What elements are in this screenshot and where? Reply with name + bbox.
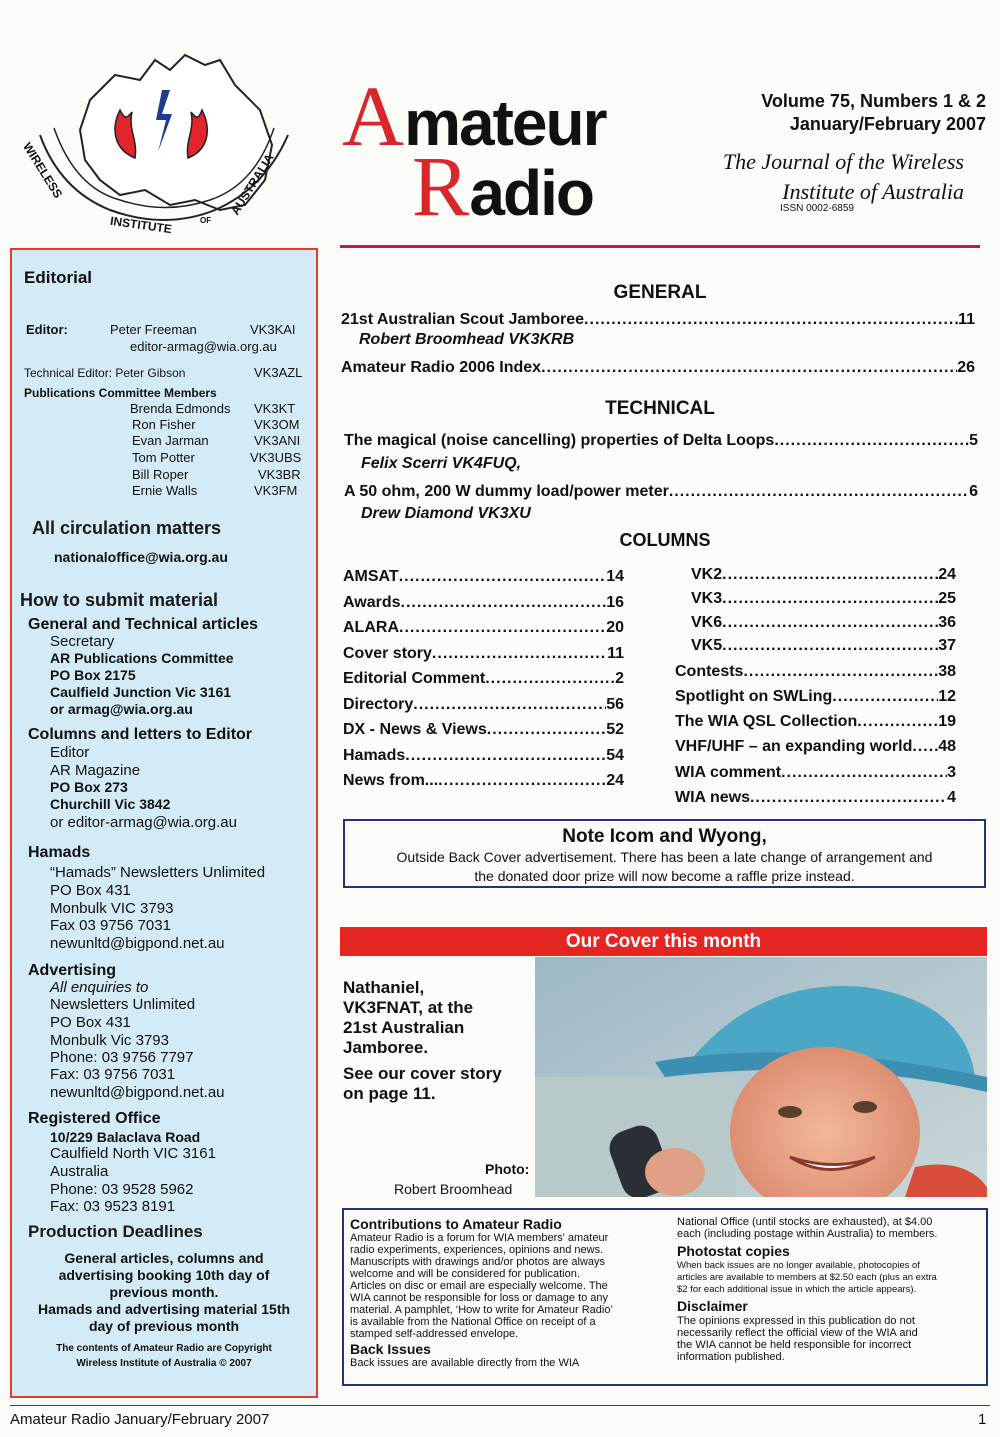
- toc-entry[interactable]: [675, 713, 956, 731]
- toc-entry[interactable]: [691, 614, 956, 632]
- general-section-heading: GENERAL: [613, 282, 707, 303]
- toc-leader: [857, 713, 938, 731]
- submit-heading: How to submit material: [20, 590, 219, 610]
- toc-entry[interactable]: [675, 789, 956, 807]
- note-line: the donated door prize will now become a raffle prize instead.: [474, 868, 855, 884]
- committee-call: VK3BR: [258, 467, 301, 482]
- toc-author: Drew Diamond VK3XU: [361, 505, 531, 522]
- toc-entry[interactable]: [343, 747, 624, 765]
- issn: ISSN 0002-6859: [780, 203, 854, 214]
- tech-editor-call: VK3AZL: [254, 365, 303, 380]
- toc-leader: [485, 670, 615, 688]
- general-line: Caulfield Junction Vic 3161: [50, 684, 232, 700]
- toc-entry[interactable]: [343, 645, 624, 663]
- columns-line: or editor-armag@wia.org.au: [50, 814, 237, 831]
- toc-leader: [912, 738, 938, 756]
- caption-line: on page 11.: [343, 1084, 436, 1103]
- footer-title: Amateur Radio January/February 2007: [10, 1411, 270, 1428]
- committee-member: Bill Roper: [132, 467, 189, 482]
- general-line: or armag@wia.org.au: [50, 701, 193, 717]
- circulation-email: nationaloffice@wia.org.au: [54, 549, 228, 565]
- toc-page: 56: [606, 695, 624, 713]
- photostat-heading: Photostat copies: [677, 1243, 790, 1259]
- editor-call: VK3KAI: [250, 322, 296, 337]
- registered-line: Australia: [50, 1163, 109, 1180]
- body-line: When back issues are no longer available, photocopies of: [677, 1260, 920, 1271]
- body-line: The opinions expressed in this publication do not: [677, 1315, 915, 1327]
- toc-title: VK2: [691, 566, 723, 583]
- toc-leader: [722, 637, 938, 655]
- toc-page: 3: [947, 764, 956, 781]
- toc-leader: [438, 772, 606, 790]
- toc-author: Robert Broomhead VK3KRB: [359, 331, 575, 348]
- back-issues-heading: Back Issues: [350, 1341, 431, 1357]
- toc-entry[interactable]: [343, 594, 624, 612]
- toc-entry[interactable]: [344, 483, 978, 501]
- toc-title: A 50 ohm, 200 W dummy load/power meter: [344, 483, 669, 500]
- journal-line-1: The Journal of the Wireless: [722, 149, 964, 174]
- logo-ring-mid: INSTITUTE: [109, 213, 173, 237]
- toc-entry[interactable]: [341, 359, 975, 377]
- columns-section-heading: COLUMNS: [619, 530, 711, 550]
- body-line: WIA cannot be responsible for loss or damage to any: [350, 1292, 609, 1304]
- committee-member: Ernie Walls: [132, 483, 198, 498]
- body-line: articles are available to members at $2.50 each (plus an extra: [677, 1272, 937, 1283]
- committee-heading: Publications Committee Members: [24, 386, 217, 400]
- toc-title: Directory: [343, 695, 414, 713]
- committee-call: VK3FM: [254, 483, 298, 498]
- toc-leader: [722, 566, 938, 584]
- registered-office-heading: Registered Office: [28, 1110, 161, 1127]
- toc-entry[interactable]: [341, 311, 975, 329]
- body-line: radio experiments, experiences, opinions and news.: [350, 1244, 604, 1256]
- committee-member: Ron Fisher: [132, 417, 196, 432]
- tech-editor: Technical Editor: Peter Gibson: [24, 366, 186, 380]
- committee-call: VK3KT: [254, 401, 296, 416]
- cover-photo-image: [535, 957, 987, 1197]
- masthead-rule: [340, 245, 980, 248]
- body-line: National Office (until stocks are exhausted), at $4.00: [677, 1216, 933, 1228]
- toc-entry[interactable]: [343, 619, 624, 637]
- toc-title: Cover story: [343, 644, 432, 662]
- logo-ring-of: OF: [200, 216, 212, 225]
- issue-date: January/February 2007: [789, 114, 986, 134]
- toc-entry[interactable]: [343, 696, 624, 714]
- logo-ring-left: WIRELESS: [20, 140, 66, 201]
- toc-title: WIA comment: [675, 764, 782, 781]
- advertising-line: All enquiries to: [50, 979, 149, 996]
- columns-line: Editor: [50, 744, 90, 761]
- toc-leader: [405, 747, 606, 765]
- toc-entry[interactable]: [675, 738, 956, 756]
- masthead-title: [342, 68, 606, 234]
- toc-entry[interactable]: [691, 637, 956, 655]
- toc-leader: [722, 590, 938, 608]
- registered-line: Phone: 03 9528 5962: [50, 1181, 194, 1198]
- toc-page: 48: [938, 738, 956, 755]
- toc-page: 20: [606, 619, 624, 636]
- toc-title: 21st Australian Scout Jamboree: [341, 311, 585, 328]
- toc-title: Contests: [675, 663, 744, 680]
- toc-page: 24: [606, 772, 624, 789]
- toc-leader: [399, 619, 606, 637]
- toc-author: Felix Scerri VK4FUQ,: [361, 455, 522, 472]
- toc-entry[interactable]: [675, 663, 956, 681]
- toc-page: 16: [606, 593, 624, 611]
- committee-call: VK3OM: [254, 417, 300, 432]
- registered-line: Fax: 03 9523 8191: [50, 1198, 176, 1215]
- hamads-line: newunltd@bigpond.net.au: [50, 935, 225, 952]
- toc-page: 38: [938, 663, 956, 680]
- body-line: welcome and will be considered for publication.: [350, 1268, 580, 1280]
- caption-line: VK3FNAT, at the: [343, 998, 474, 1017]
- toc-title: Amateur Radio 2006 Index: [341, 359, 542, 376]
- body-line: each (including postage within Australia) to members.: [677, 1228, 938, 1240]
- cover-heading-bar: Our Cover this month: [340, 927, 987, 956]
- advertising-line: Fax: 03 9756 7031: [50, 1066, 176, 1083]
- advertising-line: Phone: 03 9756 7797: [50, 1049, 194, 1066]
- toc-leader: [432, 645, 607, 663]
- toc-page: 36: [938, 614, 956, 631]
- deadline-line: advertising booking 10th day of: [58, 1267, 270, 1283]
- columns-line: Churchill Vic 3842: [50, 796, 171, 812]
- toc-page: 52: [606, 721, 624, 738]
- note-heading: Note Icom and Wyong,: [562, 826, 767, 847]
- toc-leader: [401, 594, 607, 612]
- toc-leader: [832, 688, 938, 706]
- editor-name: Peter Freeman: [110, 322, 197, 337]
- committee-member: Evan Jarman: [132, 433, 209, 448]
- wia-logo: [20, 40, 310, 245]
- toc-title: DX - News & Views: [343, 721, 487, 738]
- contributions-heading: Contributions to Amateur Radio: [350, 1216, 562, 1232]
- toc-entry[interactable]: [343, 772, 624, 790]
- contributions-box: [342, 1208, 988, 1386]
- copyright-line: Wireless Institute of Australia © 2007: [76, 1358, 252, 1369]
- toc-page: 25: [938, 590, 956, 607]
- toc-entry[interactable]: [343, 721, 624, 739]
- general-line: AR Publications Committee: [50, 650, 234, 666]
- footer-rule: [10, 1405, 990, 1406]
- body-line: information published.: [677, 1351, 785, 1363]
- toc-leader: [413, 696, 606, 714]
- toc-leader: [722, 614, 938, 632]
- deadline-line: previous month.: [109, 1284, 219, 1300]
- contributions-right: [677, 1216, 982, 1363]
- body-line: Amateur Radio is a forum for WIA members' amateur: [350, 1232, 609, 1244]
- toc-page: 11: [958, 311, 975, 328]
- body-line: Articles on disc or email are especially welcome. The: [350, 1280, 608, 1292]
- toc-title: VK6: [691, 614, 723, 631]
- committee-call: VK3UBS: [250, 450, 302, 465]
- committee-call: VK3ANI: [254, 433, 301, 448]
- toc-title: Hamads: [343, 746, 406, 764]
- columns-line: PO Box 273: [50, 779, 128, 795]
- toc-title: The magical (noise cancelling) properties of Delta Loops: [344, 432, 775, 449]
- columns-letters-heading: Columns and letters to Editor: [28, 726, 253, 743]
- body-line: material. A pamphlet, ‘How to write for Amateur Radio’: [350, 1304, 613, 1316]
- logo-ring-right: AUSTRALIA: [228, 151, 277, 218]
- toc-entry[interactable]: [344, 432, 978, 450]
- toc-page: 12: [938, 688, 956, 705]
- title-mateur: mateur: [404, 87, 606, 159]
- photo-label: Photo:: [485, 1161, 530, 1177]
- editor-label: Editor:: [26, 322, 68, 337]
- toc-title: VK5: [691, 637, 723, 654]
- contributions-left: [350, 1216, 670, 1369]
- toc-leader: [750, 789, 947, 807]
- technical-section-heading: TECHNICAL: [605, 398, 715, 419]
- deadline-line: General articles, columns and: [64, 1250, 264, 1266]
- editorial-heading: Editorial: [24, 268, 93, 287]
- caption-line: Jamboree.: [343, 1038, 429, 1057]
- toc-title: VHF/UHF – an expanding world: [675, 738, 913, 755]
- toc-title: Editorial Comment: [343, 670, 486, 687]
- advertising-line: Newsletters Unlimited: [50, 996, 196, 1013]
- registered-line: 10/229 Balaclava Road: [50, 1129, 201, 1145]
- general-line: PO Box 2175: [50, 667, 136, 683]
- advertising-line: Monbulk Vic 3793: [50, 1032, 169, 1049]
- advertising-heading: Advertising: [28, 962, 117, 979]
- journal-line-2: Institute of Australia: [782, 179, 964, 204]
- toc-title: AMSAT: [343, 568, 399, 585]
- caption-line: Nathaniel,: [343, 978, 425, 997]
- deadlines-heading: Production Deadlines: [28, 1222, 203, 1241]
- toc-page: 5: [969, 432, 978, 449]
- toc-title: Awards: [343, 593, 401, 611]
- toc-entry[interactable]: [343, 568, 624, 586]
- body-line: $2 for each additional issue in which the article appears).: [677, 1284, 917, 1295]
- back-issues-line: Back issues are available directly from the WIA: [350, 1357, 580, 1369]
- toc-page: 11: [607, 644, 624, 662]
- editor-email: editor-armag@wia.org.au: [130, 339, 277, 354]
- general-line: Secretary: [50, 633, 115, 650]
- deadlines-text: [12, 1250, 316, 1371]
- title-initial-r: R: [412, 138, 470, 234]
- toc-title: VK3: [691, 590, 723, 607]
- hamads-line: Monbulk VIC 3793: [50, 900, 174, 917]
- hamads-line: PO Box 431: [50, 882, 131, 899]
- toc-leader: [743, 663, 938, 681]
- toc-title: News from...: [343, 772, 439, 789]
- body-line: necessarily reflect the official view of the WIA and: [677, 1327, 918, 1339]
- advertising-line: PO Box 431: [50, 1014, 131, 1031]
- volume: Volume 75, Numbers 1 & 2: [761, 91, 986, 111]
- toc-page: 26: [957, 359, 975, 376]
- deadline-line: Hamads and advertising material 15th: [37, 1301, 291, 1317]
- note-line: Outside Back Cover advertisement. There has been a late change of arrangement and: [396, 849, 933, 865]
- journal-subtitle: [684, 147, 964, 207]
- body-line: Manuscripts with drawings and/or photos are always: [350, 1256, 605, 1268]
- toc-page: 19: [938, 713, 956, 730]
- hamads-heading: Hamads: [28, 844, 91, 861]
- body-line: is available from the National Office on receipt of a: [350, 1316, 596, 1328]
- copyright-line: The contents of Amateur Radio are Copyright: [56, 1343, 272, 1354]
- general-articles-heading: General and Technical articles: [28, 616, 259, 633]
- page-number: 1: [978, 1411, 987, 1428]
- disclaimer-heading: Disclaimer: [677, 1298, 748, 1314]
- toc-entry[interactable]: [675, 688, 956, 706]
- toc-page: 4: [947, 789, 956, 806]
- committee-member: Brenda Edmonds: [130, 401, 231, 416]
- deadline-line: day of previous month: [88, 1318, 240, 1334]
- caption-line: See our cover story: [343, 1064, 502, 1083]
- advertising-line: newunltd@bigpond.net.au: [50, 1084, 225, 1101]
- toc-page: 14: [606, 568, 624, 585]
- columns-line: AR Magazine: [50, 762, 141, 779]
- toc-title: WIA news: [675, 789, 750, 806]
- toc-leader: [399, 568, 607, 586]
- toc-entry[interactable]: [343, 670, 624, 688]
- hamads-line: Fax 03 9756 7031: [50, 917, 171, 934]
- toc-leader: [487, 721, 606, 739]
- toc-page: 54: [606, 746, 624, 764]
- note-box: [343, 819, 986, 888]
- toc-page: 37: [938, 637, 956, 654]
- toc-entry[interactable]: [691, 566, 956, 584]
- editorial-sidebar: [10, 248, 318, 1398]
- cover-photo: [535, 957, 987, 1197]
- caption-line: 21st Australian: [343, 1018, 465, 1037]
- australia-map-icon: [20, 40, 310, 245]
- toc-entry[interactable]: [675, 764, 956, 782]
- body-line: stamped self-addressed envelope.: [350, 1328, 519, 1340]
- hamads-line: “Hamads” Newsletters Unlimited: [50, 864, 266, 881]
- registered-line: Caulfield North VIC 3161: [50, 1145, 216, 1162]
- contributions-body: [350, 1232, 670, 1340]
- photo-credit: Robert Broomhead: [394, 1181, 513, 1197]
- toc-leader: [781, 764, 947, 782]
- cover-caption: [343, 978, 502, 1104]
- issue-info: [761, 90, 986, 136]
- toc-title: ALARA: [343, 619, 399, 636]
- toc-title: Spotlight on SWLing: [675, 688, 833, 705]
- toc-page: 6: [969, 483, 978, 500]
- toc-page: 2: [615, 670, 624, 687]
- toc-page: 24: [938, 566, 956, 583]
- body-line: the WIA cannot be held responsible for incorrect: [677, 1339, 912, 1351]
- title-adio: adio: [469, 157, 593, 229]
- circulation-heading: All circulation matters: [32, 518, 222, 538]
- committee-member: Tom Potter: [132, 450, 195, 465]
- toc-entry[interactable]: [691, 590, 956, 608]
- toc-title: The WIA QSL Collection: [675, 713, 858, 730]
- title-initial-a: A: [342, 68, 405, 164]
